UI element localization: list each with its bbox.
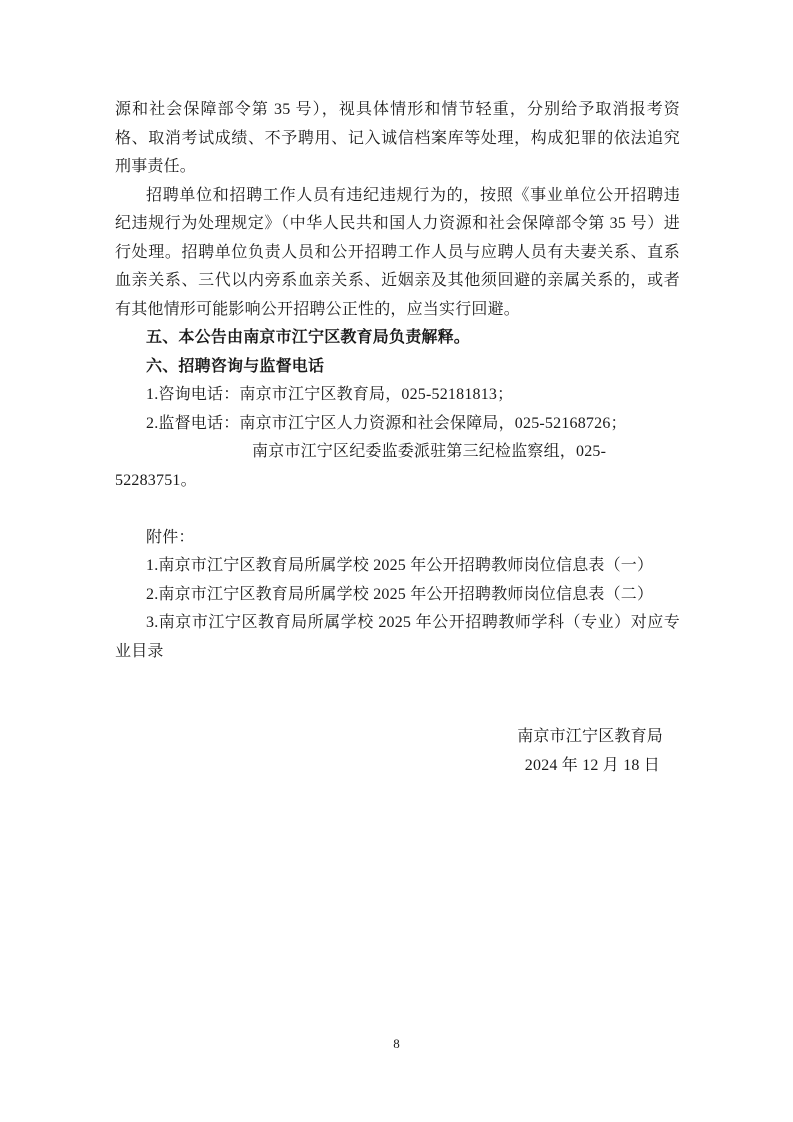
- signature-issuer: 南京市江宁区教育局: [517, 728, 663, 745]
- blank-line: [115, 695, 680, 724]
- supervision-phone-line-continuation: 南京市江宁区纪委监委派驻第三纪检监察组，025-52283751。: [115, 443, 607, 489]
- paragraph-penalty-continuation: 源和社会保障部令第 35 号），视具体情形和情节轻重，分别给予取消报考资格、取消考试成绩、不予聘用、记入诚信档案库等处理，构成犯罪的依法追究刑事责任。: [115, 101, 680, 175]
- paragraph-recusal-rules: 招聘单位和招聘工作人员有违纪违规行为的，按照《事业单位公开招聘违纪违规行为处理规定》（中华人民共和国人力资源和社会保障部令第 35 号）进行处理。招聘单位负责人员和公开招聘工作人员与应聘人员有夫妻关系、直系血亲关系、三代以内旁系血亲关系、近姻亲及其他须回避的亲属关系的，或者有其他情形可能影响公开招聘公正性的，应当实行回避。: [115, 186, 680, 318]
- blank-line: [115, 495, 680, 524]
- attachment-item-3: 3.南京市江宁区教育局所属学校 2025 年公开招聘教师学科（专业）对应专业目录: [115, 614, 680, 660]
- section-six-heading: 六、招聘咨询与监督电话: [146, 357, 325, 375]
- consultation-phone-line: 1.咨询电话：南京市江宁区教育局，025-52181813；: [146, 386, 514, 403]
- supervision-phone-line: 2.监督电话：南京市江宁区人力资源和社会保障局，025-52168726；: [146, 414, 627, 432]
- attachment-item-1: 1.南京市江宁区教育局所属学校 2025 年公开招聘教师岗位信息表（一）: [146, 557, 654, 574]
- attachments-label: 附件：: [146, 528, 195, 546]
- signature-date: 2024 年 12 月 18 日: [524, 756, 660, 774]
- attachment-item-2: 2.南京市江宁区教育局所属学校 2025 年公开招聘教师岗位信息表（二）: [146, 585, 654, 603]
- blank-line: [115, 666, 680, 695]
- section-five-heading: 五、本公告由南京市江宁区教育局负责解释。: [146, 329, 471, 346]
- page-number: 8: [393, 1036, 400, 1051]
